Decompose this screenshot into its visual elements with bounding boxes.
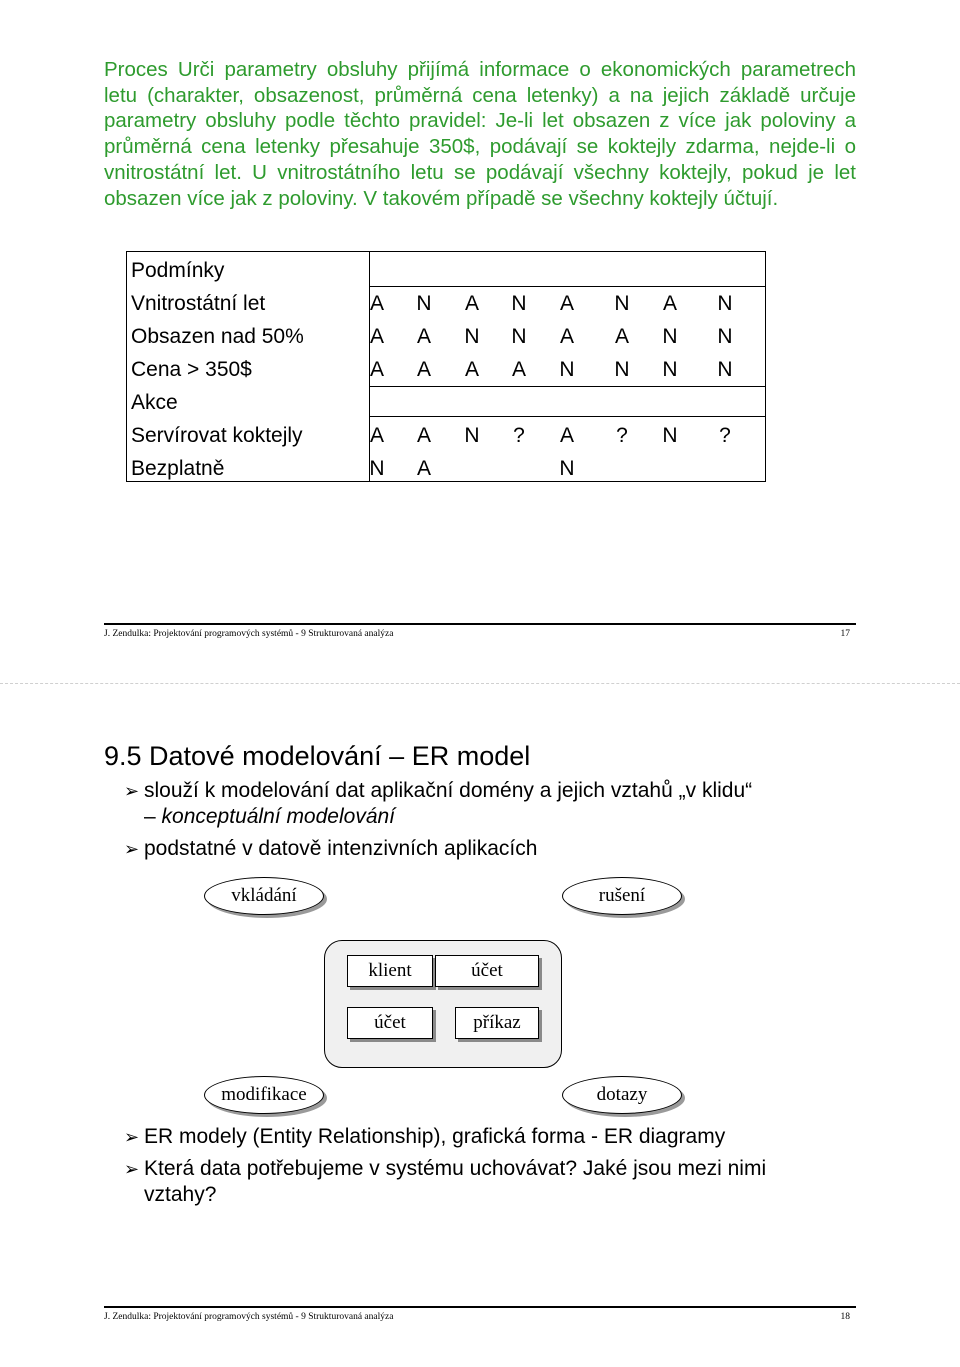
- bullet-item: [124, 778, 864, 830]
- table-cell: N: [511, 292, 527, 315]
- intro-text: Proces Urči parametry obsluhy přijímá informace o ekonomických parametrech letu (charakter, obsazenost, průměrná cena letenky) a na jejich základě určuje parametry obsluhy podle těchto pravidel: Je-li let obsazen z více jak poloviny a průměrná cena letenky přesahuje 350$, podávají se koktejly zdarma, nejde-li o vnitrostátní let. U vnitrostátního letu se podávají všechny koktejly, pokud je let obsazen více jak z poloviny. V takovém případě se všechny koktejly účtují.: [104, 58, 856, 210]
- table-cell: A: [416, 424, 431, 447]
- footer-text: J. Zendulka: Projektování programových systémů - 9 Strukturovaná analýza: [104, 629, 394, 639]
- table-cell: N: [717, 358, 733, 381]
- bullet-arrow-icon: ➢: [124, 839, 140, 859]
- table-cell: N: [717, 292, 733, 315]
- slide-footer: [104, 623, 856, 639]
- operation-oval: modifikace: [204, 1076, 324, 1114]
- slide-footer: [104, 1306, 856, 1322]
- action-label: Bezplatně: [131, 457, 225, 480]
- table-cell: N: [614, 292, 630, 315]
- bullet-arrow-icon: ➢: [124, 781, 140, 801]
- operation-oval: vkládání: [204, 877, 324, 915]
- bullet-text: slouží k modelování dat aplikační domény a jejich vztahů „v klidu“: [144, 779, 753, 802]
- table-cell: ?: [513, 424, 525, 447]
- page-number: 18: [840, 1312, 850, 1322]
- table-cell: ?: [616, 424, 628, 447]
- bullet-arrow-icon: ➢: [124, 1159, 140, 1179]
- table-cell: N: [369, 457, 385, 480]
- operation-oval: dotazy: [562, 1076, 682, 1114]
- table-cell: N: [717, 325, 733, 348]
- bullet-item: [124, 1156, 824, 1208]
- entity-box: účet: [435, 955, 539, 987]
- entity-box: příkaz: [455, 1007, 539, 1039]
- condition-label: Cena > 350$: [131, 358, 252, 381]
- table-cell: N: [662, 424, 678, 447]
- table-cell: A: [416, 325, 431, 348]
- operation-oval: rušení: [562, 877, 682, 915]
- table-cell: A: [614, 325, 629, 348]
- table-cell: N: [662, 325, 678, 348]
- slide-title: 9.5 Datové modelování – ER model: [104, 741, 531, 771]
- entity-box: účet: [347, 1007, 433, 1039]
- database-box: [324, 940, 562, 1068]
- table-rule: [369, 386, 765, 387]
- table-cell: A: [416, 457, 431, 480]
- footer-rule: [104, 1306, 856, 1308]
- footer-text: J. Zendulka: Projektování programových systémů - 9 Strukturovaná analýza: [104, 1312, 394, 1322]
- table-cell: A: [369, 358, 384, 381]
- table-cell: N: [559, 457, 575, 480]
- condition-label: Vnitrostátní let: [131, 292, 266, 315]
- table-cell: A: [559, 292, 574, 315]
- table-rule: [369, 286, 765, 287]
- table-cell: A: [464, 292, 479, 315]
- bullet-arrow-icon: ➢: [124, 1127, 140, 1147]
- dash: –: [144, 805, 162, 828]
- bullet-text: ER modely (Entity Relationship), grafická forma - ER diagramy: [144, 1125, 726, 1148]
- action-label: Servírovat koktejly: [131, 424, 303, 447]
- bullet-text: podstatné v datově intenzivních aplikacích: [144, 837, 538, 860]
- table-cell: A: [559, 424, 574, 447]
- table-cell: N: [416, 292, 432, 315]
- table-cell: A: [369, 325, 384, 348]
- bullet-continuation: [124, 804, 864, 830]
- entity-box: klient: [347, 955, 433, 987]
- footer-rule: [104, 623, 856, 625]
- table-cell: A: [369, 292, 384, 315]
- bullet-item: [124, 1124, 864, 1150]
- table-cell: N: [559, 358, 575, 381]
- italic-term: konceptuální modelování: [161, 805, 396, 828]
- table-cell: N: [614, 358, 630, 381]
- table-cell: N: [464, 325, 480, 348]
- intro-paragraph: [104, 57, 856, 211]
- table-cell: A: [662, 292, 677, 315]
- table-cell: A: [559, 325, 574, 348]
- conditions-header: Podmínky: [131, 259, 225, 282]
- table-cell: N: [511, 325, 527, 348]
- bullet-item: [124, 836, 864, 862]
- bullet-text: Která data potřebujeme v systému uchovávat? Jaké jsou mezi nimi vztahy?: [144, 1157, 767, 1206]
- table-cell: A: [464, 358, 479, 381]
- table-cell: A: [416, 358, 431, 381]
- page-separator: [0, 683, 960, 684]
- page-number: 17: [840, 629, 850, 639]
- condition-label: Obsazen nad 50%: [131, 325, 304, 348]
- table-rule: [369, 416, 765, 417]
- table-cell: N: [662, 358, 678, 381]
- decision-table: [126, 251, 766, 482]
- table-cell: A: [369, 424, 384, 447]
- actions-header: Akce: [131, 391, 178, 414]
- table-cell: A: [511, 358, 526, 381]
- table-cell: N: [464, 424, 480, 447]
- table-cell: ?: [719, 424, 731, 447]
